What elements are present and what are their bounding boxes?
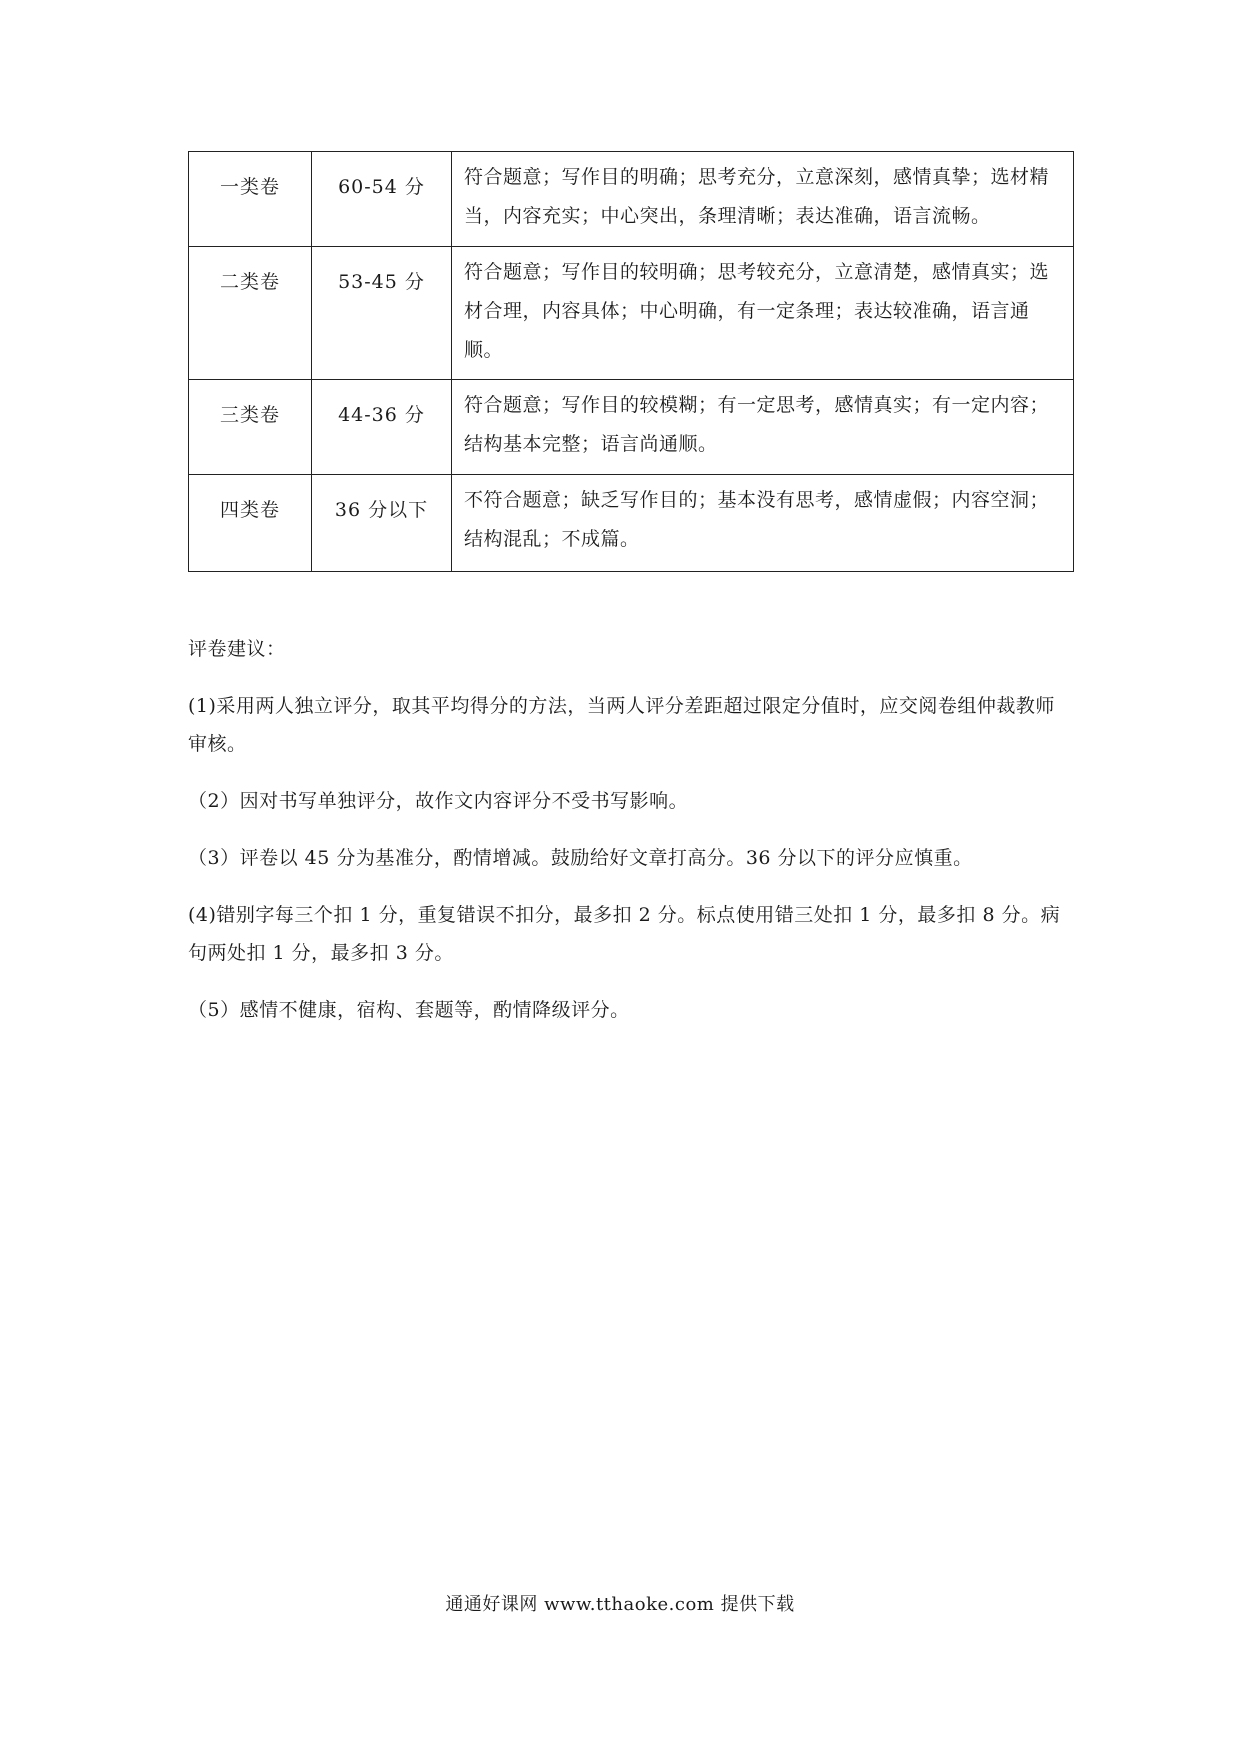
advice-item: （3）评卷以 45 分为基准分，酌情增减。鼓励给好文章打高分。36 分以下的评分应慎重。 [188, 847, 973, 869]
advice-item: （5）感情不健康，宿构、套题等，酌情降级评分。 [188, 999, 630, 1021]
advice-item: （2）因对书写单独评分，故作文内容评分不受书写影响。 [188, 790, 689, 812]
page-footer: 通通好课网 www.tthaoke.com 提供下载 [445, 1594, 795, 1615]
grading-rubric-table [188, 151, 1074, 572]
criteria-cell: 符合题意；写作目的明确；思考充分，立意深刻，感情真挚；选材精当，内容充实；中心突出，条理清晰；表达准确，语言流畅。 [452, 152, 1074, 247]
score-range-cell: 60-54 分 [312, 152, 452, 247]
score-range-cell: 44-36 分 [312, 380, 452, 475]
table-row [189, 380, 1074, 475]
criteria-cell: 符合题意；写作目的较模糊；有一定思考，感情真实；有一定内容；结构基本完整；语言尚通顺。 [452, 380, 1074, 475]
criteria-cell: 不符合题意；缺乏写作目的；基本没有思考，感情虚假；内容空洞；结构混乱；不成篇。 [452, 475, 1074, 572]
score-range-cell: 53-45 分 [312, 247, 452, 380]
advice-item: (1)采用两人独立评分，取其平均得分的方法，当两人评分差距超过限定分值时，应交阅卷组仲裁教师审核。 [188, 695, 1055, 755]
advice-item: (4)错别字每三个扣 1 分，重复错误不扣分，最多扣 2 分。标点使用错三处扣 1 分，最多扣 8 分。病句两处扣 1 分，最多扣 3 分。 [188, 904, 1061, 964]
grade-cell: 一类卷 [189, 152, 312, 247]
criteria-cell: 符合题意；写作目的较明确；思考较充分，立意清楚，感情真实；选材合理，内容具体；中心明确，有一定条理；表达较准确，语言通顺。 [452, 247, 1074, 380]
grade-cell: 二类卷 [189, 247, 312, 380]
grade-cell: 四类卷 [189, 475, 312, 572]
score-range-cell: 36 分以下 [312, 475, 452, 572]
advice-heading: 评卷建议： [188, 638, 286, 660]
table-row [189, 247, 1074, 380]
grading-advice-section [188, 630, 1068, 1048]
table-row [189, 475, 1074, 572]
table-row [189, 152, 1074, 247]
grade-cell: 三类卷 [189, 380, 312, 475]
